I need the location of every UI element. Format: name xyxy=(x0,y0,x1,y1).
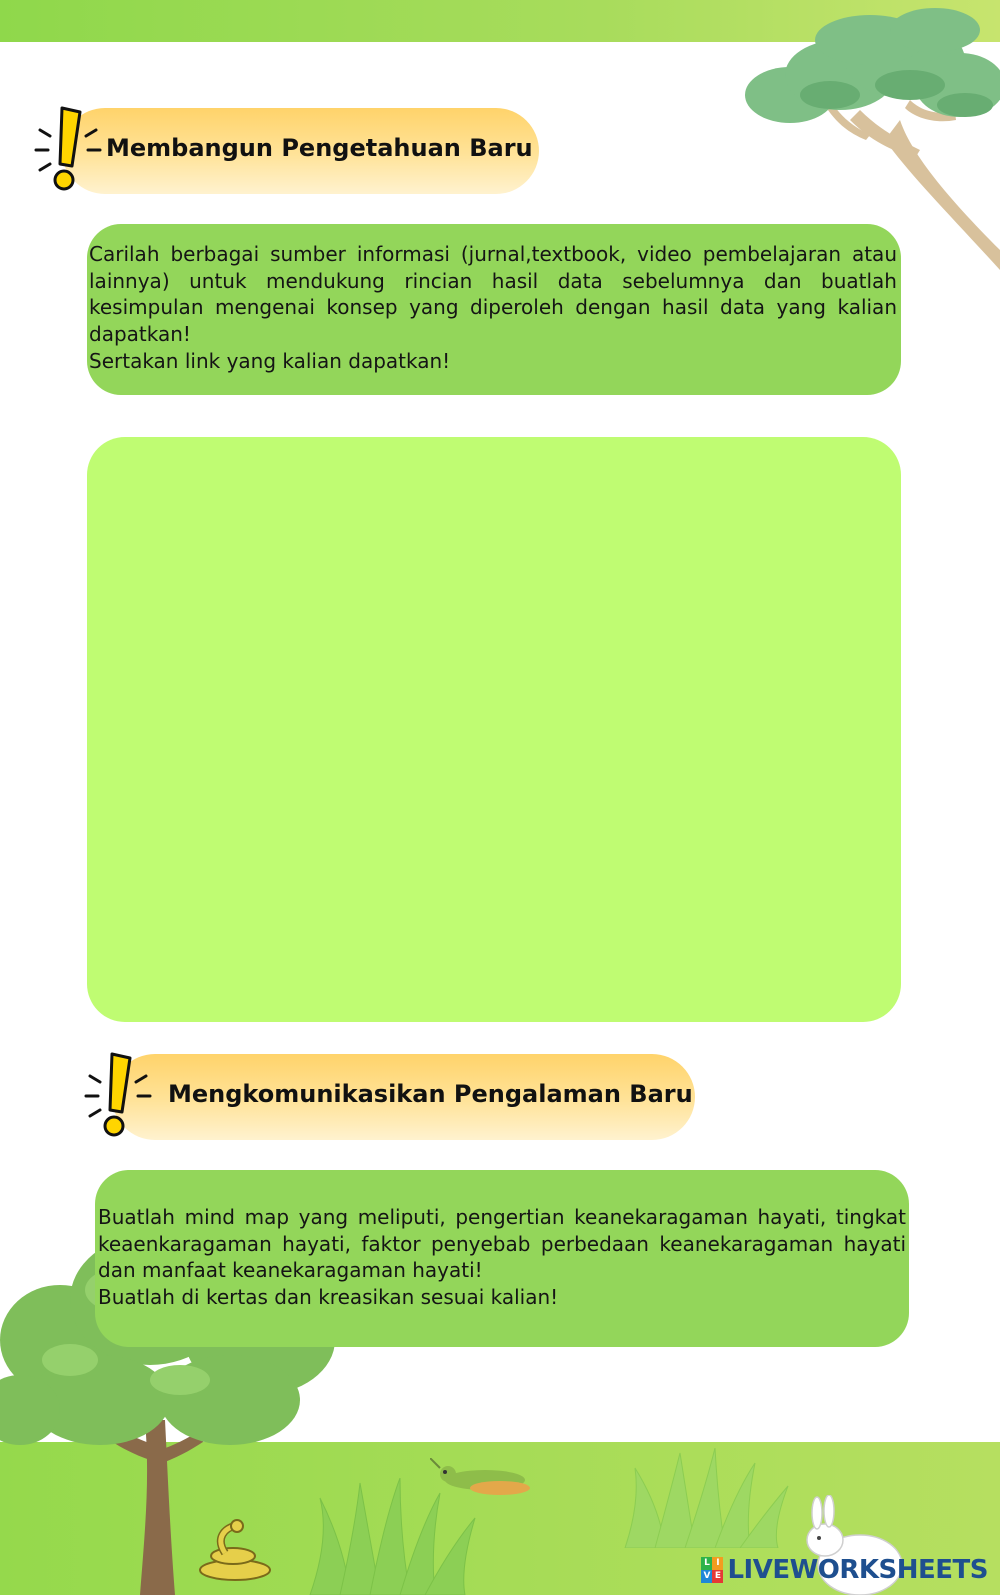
instruction-paragraph-paper: Buatlah di kertas dan kreasikan sesuai kalian! xyxy=(98,1285,559,1310)
grass-illustration-2 xyxy=(620,1448,790,1548)
grasshopper-illustration xyxy=(430,1458,540,1503)
logo-mark-letter: V xyxy=(701,1570,712,1583)
logo-mark-icon xyxy=(701,1557,723,1583)
instruction-text-2 xyxy=(98,1204,906,1311)
section-title-building-knowledge: Membangun Pengetahuan Baru xyxy=(106,134,533,162)
logo-text: LIVEWORKSHEETS xyxy=(727,1555,988,1585)
instruction-text-1 xyxy=(89,241,897,375)
answer-input-box[interactable] xyxy=(87,437,901,1022)
snake-illustration xyxy=(195,1518,275,1583)
instruction-paragraph-link: Sertakan link yang kalian dapatkan! xyxy=(89,348,451,373)
exclamation-icon xyxy=(84,1050,152,1140)
logo-mark-letter: E xyxy=(712,1570,723,1583)
exclamation-icon xyxy=(34,104,102,194)
liveworksheets-logo[interactable] xyxy=(701,1553,988,1587)
instruction-paragraph: Carilah berbagai sumber informasi (jurnal,textbook, video pembelajaran atau lainnya) untuk mendukung rincian hasil data sebelumnya dan buatlah kesimpulan mengenai konsep yang diperoleh dengan hasil data yang kalian dapatkan! xyxy=(89,242,897,347)
section-title-communicating-experience: Mengkomunikasikan Pengalaman Baru xyxy=(168,1080,693,1108)
logo-mark-letter: I xyxy=(712,1557,723,1570)
logo-mark-letter: L xyxy=(701,1557,712,1570)
instruction-paragraph: Buatlah mind map yang meliputi, pengertian keanekaragaman hayati, tingkat keaenkaragaman hayati, faktor penyebab perbedaan keanekaragaman hayati dan manfaat keanekaragaman hayati! xyxy=(98,1205,906,1283)
